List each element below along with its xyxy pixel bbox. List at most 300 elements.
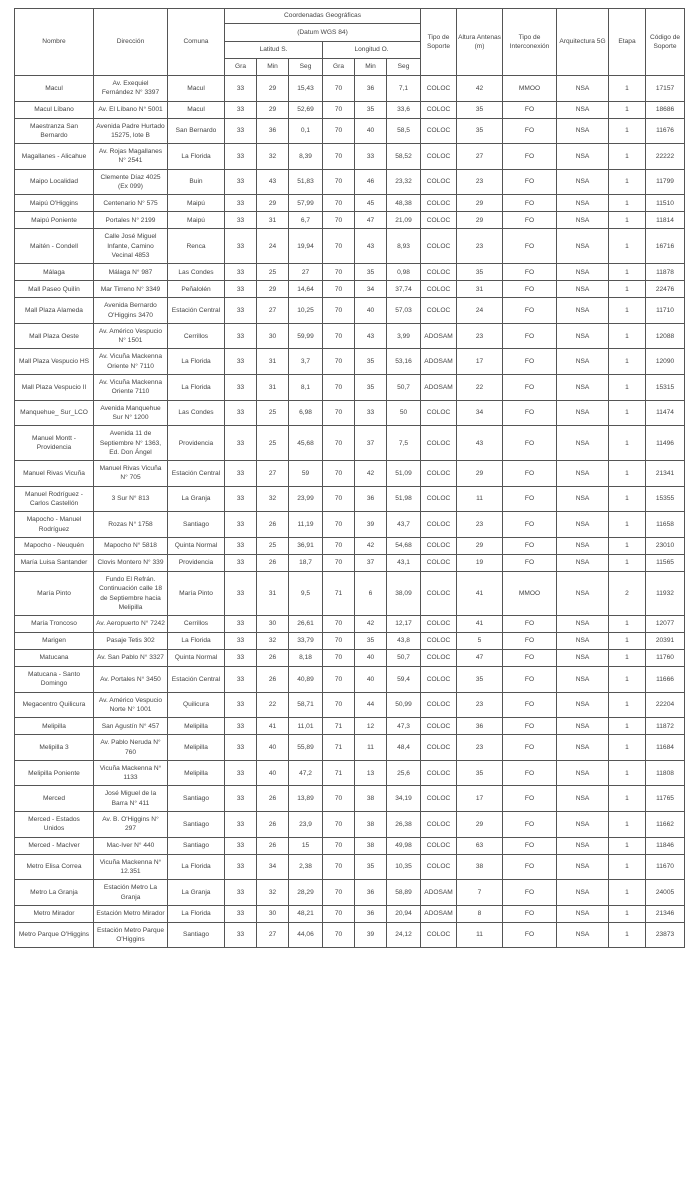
cell-codigo: 16716 [646,229,685,264]
cell-lon-seg: 54,68 [387,537,421,554]
cell-direccion: Clovis Montero N° 339 [94,554,168,571]
cell-tipo-soporte: ADOSAM [421,349,457,375]
cell-direccion: Av. Portales N° 3450 [94,667,168,693]
cell-lat-min: 26 [257,650,289,667]
col-arquitectura: Arquitectura 5G [557,9,609,76]
cell-codigo: 22222 [646,144,685,170]
cell-lat-min: 26 [257,512,289,538]
cell-nombre: Megacentro Quilicura [15,692,94,718]
cell-direccion: Av. Aeropuerto N° 7242 [94,616,168,633]
cell-codigo: 22476 [646,281,685,298]
cell-tipo-soporte: COLOC [421,212,457,229]
cell-lon-seg: 12,17 [387,616,421,633]
cell-comuna: Santiago [168,922,225,948]
cell-direccion: Portales N° 2199 [94,212,168,229]
cell-comuna: La Florida [168,633,225,650]
cell-lon-seg: 21,09 [387,212,421,229]
cell-nombre: Merced [15,786,94,812]
cell-tipo-soporte: COLOC [421,786,457,812]
cell-nombre: Manuel Rivas Vicuña [15,461,94,487]
cell-tipo-soporte: COLOC [421,692,457,718]
cell-tipo-soporte: COLOC [421,616,457,633]
cell-lon-min: 35 [355,264,387,281]
cell-lon-gra: 70 [323,616,355,633]
cell-interconexion: FO [503,760,557,786]
cell-lat-seg: 28,29 [289,880,323,906]
cell-comuna: La Florida [168,349,225,375]
cell-lat-min: 29 [257,76,289,102]
cell-lat-seg: 45,68 [289,426,323,461]
table-header [15,9,685,76]
cell-tipo-soporte: COLOC [421,735,457,761]
cell-tipo-soporte: COLOC [421,298,457,324]
cell-direccion: Pasaje Tetis 302 [94,633,168,650]
cell-lon-gra: 70 [323,461,355,487]
cell-interconexion: MMOO [503,571,557,615]
cell-lat-min: 32 [257,144,289,170]
cell-arquitectura: NSA [557,880,609,906]
cell-comuna: Providencia [168,426,225,461]
cell-direccion: Av. San Pablo N° 3327 [94,650,168,667]
cell-etapa: 1 [609,650,646,667]
table-row [15,101,685,118]
cell-codigo: 23873 [646,922,685,948]
cell-etapa: 1 [609,512,646,538]
table-row [15,812,685,838]
cell-comuna: Melipilla [168,735,225,761]
col-etapa: Etapa [609,9,646,76]
cell-arquitectura: NSA [557,554,609,571]
cell-altura: 35 [457,264,503,281]
table-row [15,692,685,718]
cell-lon-seg: 50,99 [387,692,421,718]
cell-tipo-soporte: ADOSAM [421,375,457,401]
cell-arquitectura: NSA [557,854,609,880]
cell-interconexion: FO [503,229,557,264]
cell-altura: 35 [457,101,503,118]
cell-nombre: Mall Plaza Vespucio HS [15,349,94,375]
cell-altura: 36 [457,718,503,735]
cell-interconexion: FO [503,667,557,693]
cell-comuna: María Pinto [168,571,225,615]
cell-tipo-soporte: COLOC [421,101,457,118]
cell-altura: 35 [457,760,503,786]
cell-nombre: Metro Parque O'Higgins [15,922,94,948]
cell-interconexion: FO [503,400,557,426]
cell-arquitectura: NSA [557,616,609,633]
cell-direccion: Estación Metro Mirador [94,905,168,922]
cell-lat-gra: 33 [225,76,257,102]
cell-lat-min: 26 [257,667,289,693]
cell-comuna: Renca [168,229,225,264]
cell-interconexion: FO [503,650,557,667]
cell-etapa: 1 [609,169,646,195]
cell-codigo: 11814 [646,212,685,229]
cell-codigo: 11808 [646,760,685,786]
cell-lat-seg: 23,9 [289,812,323,838]
cell-lon-min: 43 [355,323,387,349]
cell-lat-min: 32 [257,486,289,512]
cell-lat-seg: 40,89 [289,667,323,693]
cell-tipo-soporte: COLOC [421,426,457,461]
cell-lat-seg: 10,25 [289,298,323,324]
table-row [15,616,685,633]
cell-lon-min: 47 [355,212,387,229]
cell-nombre: María Troncoso [15,616,94,633]
cell-altura: 11 [457,922,503,948]
cell-lon-seg: 7,1 [387,76,421,102]
table-row [15,461,685,487]
table-row [15,905,685,922]
cell-lat-gra: 33 [225,400,257,426]
cell-lat-min: 43 [257,169,289,195]
cell-altura: 31 [457,281,503,298]
col-tipo-soporte: Tipo de Soporte [421,9,457,76]
cell-comuna: Melipilla [168,718,225,735]
cell-lon-gra: 70 [323,837,355,854]
cell-interconexion: FO [503,264,557,281]
cell-lon-gra: 70 [323,144,355,170]
cell-tipo-soporte: COLOC [421,922,457,948]
cell-nombre: Mall Paseo Quilín [15,281,94,298]
cell-direccion: Rozas N° 1758 [94,512,168,538]
cell-arquitectura: NSA [557,760,609,786]
table-row [15,118,685,144]
cell-arquitectura: NSA [557,212,609,229]
col-lon-gra: Gra [323,59,355,76]
cell-lat-gra: 33 [225,650,257,667]
cell-lat-gra: 33 [225,854,257,880]
cell-arquitectura: NSA [557,735,609,761]
table-row [15,922,685,948]
cell-interconexion: FO [503,537,557,554]
cell-lat-min: 41 [257,718,289,735]
cell-lat-min: 25 [257,264,289,281]
cell-comuna: Melipilla [168,760,225,786]
cell-etapa: 1 [609,554,646,571]
cell-arquitectura: NSA [557,298,609,324]
cell-nombre: Magallanes - Alicahue [15,144,94,170]
cell-tipo-soporte: COLOC [421,837,457,854]
table-row [15,571,685,615]
cell-interconexion: FO [503,144,557,170]
cell-direccion: Av. Pablo Neruda N° 760 [94,735,168,761]
cell-lon-min: 46 [355,169,387,195]
cell-lat-min: 40 [257,735,289,761]
cell-direccion: Av. Américo Vespucio N° 1501 [94,323,168,349]
col-codigo: Código de Soporte [646,9,685,76]
cell-interconexion: FO [503,426,557,461]
cell-lon-min: 37 [355,426,387,461]
cell-altura: 17 [457,349,503,375]
cell-lon-gra: 70 [323,169,355,195]
cell-altura: 41 [457,616,503,633]
cell-lon-gra: 70 [323,650,355,667]
cell-lon-gra: 70 [323,426,355,461]
cell-lon-min: 40 [355,118,387,144]
cell-codigo: 11872 [646,718,685,735]
cell-interconexion: FO [503,118,557,144]
cell-lat-min: 26 [257,812,289,838]
table-row [15,486,685,512]
cell-comuna: Quinta Normal [168,537,225,554]
table-row [15,880,685,906]
cell-etapa: 1 [609,718,646,735]
cell-lon-seg: 48,38 [387,195,421,212]
cell-lon-seg: 53,16 [387,349,421,375]
cell-direccion: Centenario N° 575 [94,195,168,212]
cell-lon-seg: 43,7 [387,512,421,538]
cell-lat-min: 32 [257,880,289,906]
cell-altura: 38 [457,854,503,880]
cell-altura: 23 [457,735,503,761]
cell-codigo: 17157 [646,76,685,102]
cell-direccion: Av. Rojas Magallanes N° 2541 [94,144,168,170]
cell-arquitectura: NSA [557,144,609,170]
cell-tipo-soporte: COLOC [421,854,457,880]
cell-codigo: 11710 [646,298,685,324]
cell-lat-seg: 8,18 [289,650,323,667]
cell-lon-gra: 70 [323,323,355,349]
cell-lon-gra: 70 [323,400,355,426]
cell-interconexion: FO [503,101,557,118]
cell-codigo: 21341 [646,461,685,487]
cell-lat-seg: 18,7 [289,554,323,571]
cell-lat-gra: 33 [225,537,257,554]
cell-arquitectura: NSA [557,264,609,281]
table-row [15,718,685,735]
cell-comuna: Macul [168,101,225,118]
cell-etapa: 1 [609,905,646,922]
cell-nombre: Mall Plaza Oeste [15,323,94,349]
cell-etapa: 1 [609,537,646,554]
cell-lat-seg: 3,7 [289,349,323,375]
cell-lon-seg: 50,7 [387,650,421,667]
cell-arquitectura: NSA [557,571,609,615]
col-lat-gra: Gra [225,59,257,76]
cell-lon-gra: 71 [323,735,355,761]
cell-lat-seg: 47,2 [289,760,323,786]
cell-lon-gra: 70 [323,101,355,118]
cell-lat-seg: 8,39 [289,144,323,170]
cell-tipo-soporte: COLOC [421,118,457,144]
cell-direccion: Avenida 11 de Septiembre N° 1363, Ed. Don Ángel [94,426,168,461]
cell-altura: 23 [457,229,503,264]
cell-direccion: Fundo El Refrán. Continuación calle 18 de Septiembre hacia Melipilla [94,571,168,615]
cell-lon-gra: 70 [323,922,355,948]
cell-altura: 27 [457,144,503,170]
col-longitud: Longitud O. [323,42,421,59]
table-body [15,76,685,948]
cell-comuna: Estación Central [168,461,225,487]
table-row [15,537,685,554]
cell-altura: 29 [457,812,503,838]
cell-codigo: 21346 [646,905,685,922]
table-row [15,760,685,786]
cell-direccion: Clemente Díaz 4025 (Ex 099) [94,169,168,195]
cell-interconexion: FO [503,212,557,229]
cell-codigo: 11510 [646,195,685,212]
cell-lon-seg: 47,3 [387,718,421,735]
cell-direccion: Av. Vicuña Mackenna Oriente 7110 [94,375,168,401]
cell-nombre: Matucana [15,650,94,667]
cell-lon-seg: 50 [387,400,421,426]
cell-lat-gra: 33 [225,880,257,906]
cell-lat-gra: 33 [225,512,257,538]
cell-etapa: 1 [609,667,646,693]
table-row [15,169,685,195]
col-nombre: Nombre [15,9,94,76]
cell-lat-seg: 52,69 [289,101,323,118]
cell-lat-gra: 33 [225,212,257,229]
cell-comuna: La Florida [168,375,225,401]
cell-lat-gra: 33 [225,922,257,948]
cell-lat-gra: 33 [225,298,257,324]
cell-etapa: 1 [609,323,646,349]
cell-comuna: La Granja [168,880,225,906]
col-comuna: Comuna [168,9,225,76]
cell-arquitectura: NSA [557,667,609,693]
cell-codigo: 11565 [646,554,685,571]
cell-etapa: 1 [609,195,646,212]
cell-lon-seg: 23,32 [387,169,421,195]
cell-lat-seg: 6,98 [289,400,323,426]
cell-codigo: 12088 [646,323,685,349]
table-row [15,837,685,854]
cell-lat-seg: 15,43 [289,76,323,102]
cell-lon-gra: 70 [323,854,355,880]
cell-comuna: Maipú [168,195,225,212]
cell-lon-min: 35 [355,349,387,375]
cell-lat-gra: 33 [225,281,257,298]
cell-lon-gra: 70 [323,537,355,554]
col-altura: Altura Antenas (m) [457,9,503,76]
cell-nombre: Matucana - Santo Domingo [15,667,94,693]
cell-lon-gra: 70 [323,375,355,401]
cell-lat-gra: 33 [225,169,257,195]
cell-lat-gra: 33 [225,349,257,375]
cell-direccion: Mapocho N° 5818 [94,537,168,554]
cell-codigo: 12090 [646,349,685,375]
cell-altura: 29 [457,461,503,487]
col-coordenadas: Coordenadas Geográficas [225,9,421,24]
cell-direccion: Av. Américo Vespucio Norte N° 1001 [94,692,168,718]
cell-lat-gra: 33 [225,118,257,144]
cell-interconexion: FO [503,880,557,906]
cell-lat-min: 31 [257,375,289,401]
cell-lat-gra: 33 [225,554,257,571]
cell-interconexion: FO [503,718,557,735]
cell-lat-min: 27 [257,922,289,948]
cell-lat-min: 24 [257,229,289,264]
cell-codigo: 11670 [646,854,685,880]
cell-comuna: Peñalolén [168,281,225,298]
col-lon-min: Min [355,59,387,76]
cell-lon-min: 36 [355,76,387,102]
cell-lon-seg: 20,94 [387,905,421,922]
cell-lon-min: 6 [355,571,387,615]
cell-direccion: Avenida Manquehue Sur N° 1200 [94,400,168,426]
cell-comuna: La Florida [168,905,225,922]
cell-lon-gra: 70 [323,195,355,212]
cell-interconexion: FO [503,512,557,538]
cell-direccion: Vicuña Mackenna N° 1133 [94,760,168,786]
cell-etapa: 1 [609,281,646,298]
cell-lat-seg: 51,83 [289,169,323,195]
cell-codigo: 11765 [646,786,685,812]
cell-comuna: Buin [168,169,225,195]
cell-interconexion: FO [503,786,557,812]
cell-lon-min: 42 [355,537,387,554]
cell-lon-min: 40 [355,298,387,324]
cell-interconexion: FO [503,349,557,375]
cell-arquitectura: NSA [557,786,609,812]
table-row [15,786,685,812]
cell-altura: 7 [457,880,503,906]
cell-interconexion: FO [503,812,557,838]
cell-comuna: Las Condes [168,264,225,281]
cell-etapa: 1 [609,735,646,761]
cell-lat-min: 29 [257,195,289,212]
cell-lon-seg: 25,6 [387,760,421,786]
cell-lon-min: 36 [355,486,387,512]
cell-nombre: Mall Plaza Alameda [15,298,94,324]
cell-lat-gra: 33 [225,264,257,281]
table-row [15,264,685,281]
cell-etapa: 1 [609,812,646,838]
cell-lon-seg: 37,74 [387,281,421,298]
cell-comuna: Quinta Normal [168,650,225,667]
cell-lat-min: 30 [257,905,289,922]
cell-lat-min: 32 [257,633,289,650]
cell-nombre: Maitén - Condell [15,229,94,264]
col-datum: (Datum WGS 84) [225,24,421,42]
cell-lon-seg: 7,5 [387,426,421,461]
cell-lon-gra: 70 [323,692,355,718]
cell-direccion: Avenida Padre Hurtado 15275, lote B [94,118,168,144]
cell-lon-min: 35 [355,101,387,118]
cell-lon-gra: 70 [323,212,355,229]
cell-lat-seg: 13,89 [289,786,323,812]
cell-lon-seg: 24,12 [387,922,421,948]
cell-direccion: Av. B. O'Higgins N° 297 [94,812,168,838]
cell-nombre: Melipilla [15,718,94,735]
cell-etapa: 1 [609,486,646,512]
cell-lat-gra: 33 [225,837,257,854]
cell-altura: 29 [457,212,503,229]
cell-tipo-soporte: COLOC [421,264,457,281]
cell-codigo: 11799 [646,169,685,195]
cell-direccion: Vicuña Mackenna N° 12.351 [94,854,168,880]
cell-lat-seg: 59 [289,461,323,487]
cell-etapa: 1 [609,461,646,487]
cell-lon-seg: 59,4 [387,667,421,693]
cell-comuna: Cerrillos [168,616,225,633]
table-row [15,633,685,650]
cell-interconexion: FO [503,169,557,195]
cell-lon-gra: 70 [323,880,355,906]
table-row [15,650,685,667]
cell-comuna: La Granja [168,486,225,512]
cell-tipo-soporte: COLOC [421,281,457,298]
cell-altura: 5 [457,633,503,650]
cell-interconexion: FO [503,633,557,650]
cell-lat-min: 22 [257,692,289,718]
table-row [15,426,685,461]
cell-arquitectura: NSA [557,537,609,554]
cell-etapa: 1 [609,692,646,718]
cell-lat-seg: 48,21 [289,905,323,922]
